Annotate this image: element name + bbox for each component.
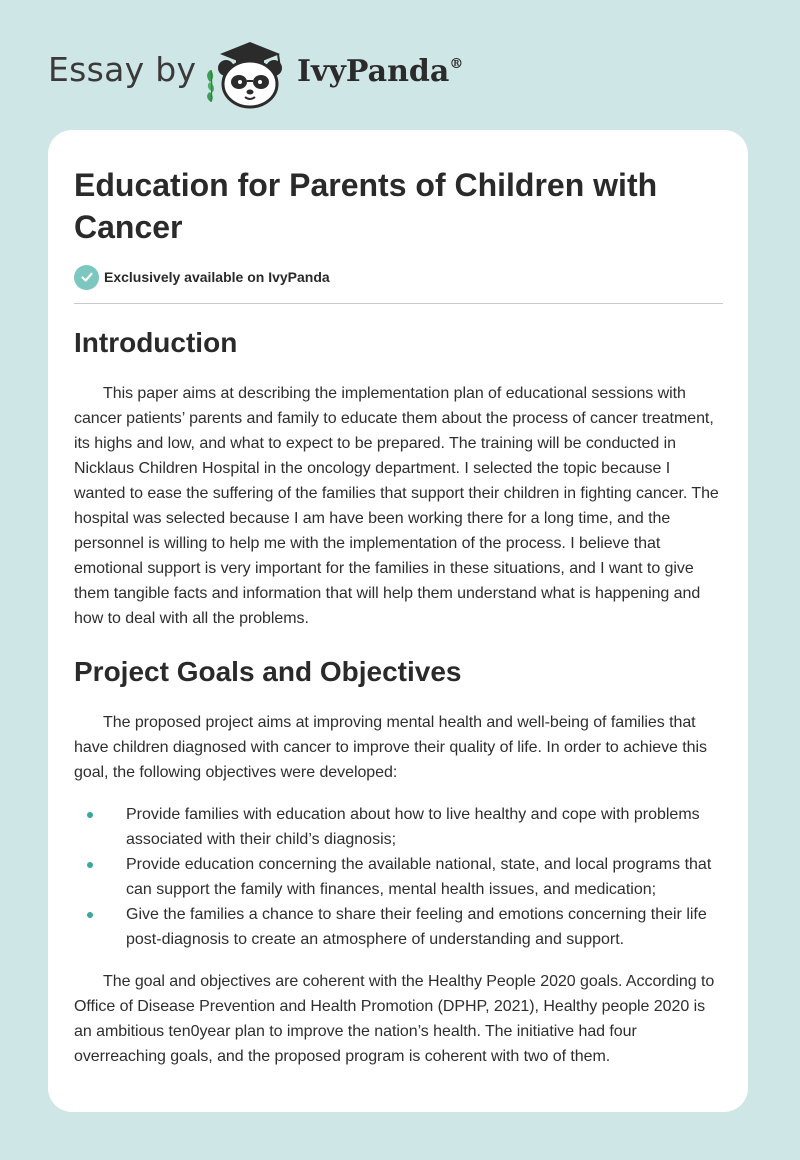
list-item-text: Provide families with education about how to live healthy and cope with problems associated with their child’s diagnosis; — [126, 806, 700, 848]
brand-name[interactable]: IvyPanda® — [297, 54, 464, 89]
objectives-list — [74, 802, 724, 952]
divider — [74, 303, 723, 304]
list-item-text: Give the families a chance to share their feeling and emotions concerning their life post-diagnosis to create an atmosphere of understanding and support. — [126, 906, 707, 948]
exclusive-badge — [74, 264, 330, 290]
list-item — [74, 852, 724, 902]
list-item — [74, 802, 724, 852]
checkmark-circle-icon — [74, 265, 99, 290]
healthy-people-paragraph: The goal and objectives are coherent with the Healthy People 2020 goals. According to Office of Disease Prevention and Health Promotion (DPHP, 2021), Healthy people 2020 is an ambitious ten0year plan to improve the nation’s health. The initiative had four overreaching goals, and the proposed program is coherent with two of them. — [74, 973, 715, 1065]
list-item-text: Provide education concerning the available national, state, and local programs that can support the family with finances, mental health issues, and medication; — [126, 856, 712, 898]
section-heading-goals: Project Goals and Objectives — [74, 656, 462, 687]
bullet-dot-icon — [87, 912, 93, 918]
list-item — [74, 902, 724, 952]
badge-label: Exclusively available on IvyPanda — [104, 269, 330, 285]
section-heading-introduction: Introduction — [74, 327, 238, 358]
panda-graduate-logo-icon[interactable] — [200, 36, 292, 110]
registered-mark: ® — [449, 56, 464, 72]
site-header — [0, 0, 800, 130]
ivy-leaf-icon — [207, 70, 214, 102]
bullet-dot-icon — [87, 812, 93, 818]
article-card — [48, 130, 748, 1112]
essay-by-label: Essay by — [48, 50, 197, 89]
bullet-dot-icon — [87, 862, 93, 868]
goals-paragraph: The proposed project aims at improving mental health and well-being of families that have children diagnosed with cancer to improve their quality of life. In order to achieve this goal, the following objectives were developed: — [74, 714, 707, 781]
article-body — [74, 325, 724, 1069]
introduction-paragraph: This paper aims at describing the implementation plan of educational sessions with cancer patients’ parents and family to educate them about the process of cancer treatment, its highs and low, and what to expect to be prepared. The training will be conducted in Nicklaus Children Hospital in the oncology department. I selected the topic because I wanted to ease the suffering of the families that support their children in fighting cancer. The hospital was selected because I am have been working there for a long time, and the personnel is willing to help me with the implementation of the process. I believe that emotional support is very important for the families in these situations, and I want to give them tangible facts and information that will help them understand what is happening and how to deal with all the problems. — [74, 385, 719, 627]
page-title: Education for Parents of Children with Cancer — [74, 167, 658, 245]
